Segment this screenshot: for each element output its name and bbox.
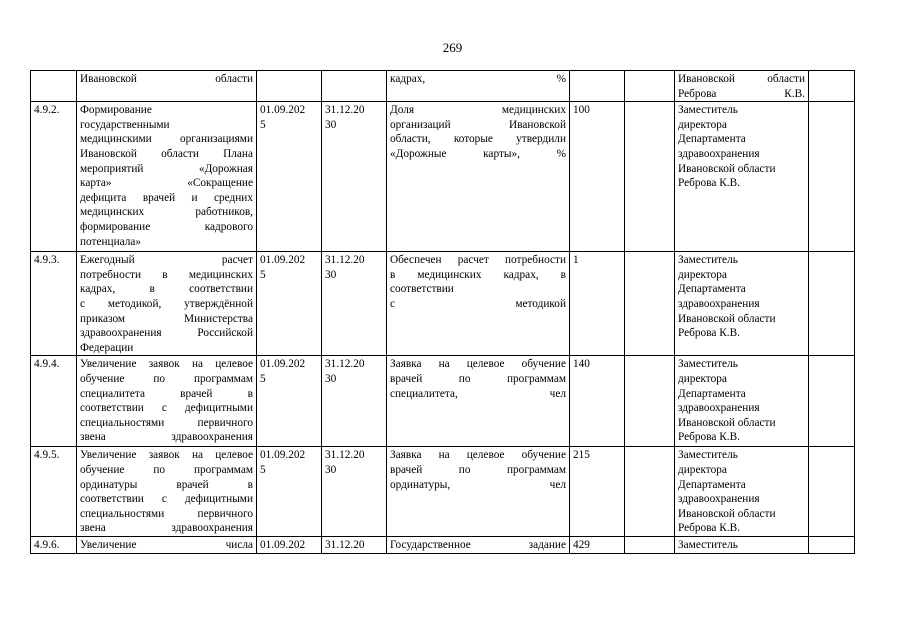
cell-activity: Формирование государственными медицинскими организациями Ивановской области Плана мероприятий «Дорожная карта» «Сокращение дефицита врачей и средних медицинских работников, формирование кадрового потенциала» bbox=[77, 102, 257, 252]
plan-table bbox=[30, 70, 855, 554]
cell-end-date: 31.12.20 bbox=[322, 537, 387, 554]
cell-start-date bbox=[257, 71, 322, 102]
cell-empty-last bbox=[809, 537, 855, 554]
cell-empty-last bbox=[809, 356, 855, 447]
cell-end-date: 31.12.20 30 bbox=[322, 356, 387, 447]
cell-empty bbox=[625, 71, 675, 102]
table-row bbox=[31, 252, 855, 356]
table-row bbox=[31, 71, 855, 102]
cell-value: 215 bbox=[570, 447, 625, 537]
cell-responsible: Заместитель директора Департамента здравоохранения Ивановской области Реброва К.В. bbox=[675, 102, 809, 252]
cell-value: 429 bbox=[570, 537, 625, 554]
cell-empty-last bbox=[809, 102, 855, 252]
cell-indicator: Государственное задание bbox=[387, 537, 570, 554]
cell-end-date bbox=[322, 71, 387, 102]
page-number: 269 bbox=[442, 40, 463, 55]
cell-empty bbox=[625, 102, 675, 252]
cell-start-date: 01.09.202 5 bbox=[257, 356, 322, 447]
table-row bbox=[31, 102, 855, 252]
cell-empty bbox=[625, 447, 675, 537]
cell-indicator: Заявка на целевое обучение врачей по программам специалитета, чел bbox=[387, 356, 570, 447]
cell-activity: Ивановской области bbox=[77, 71, 257, 102]
cell-responsible: Ивановской области Реброва К.В. bbox=[675, 71, 809, 102]
cell-responsible: Заместитель директора Департамента здравоохранения Ивановской области Реброва К.В. bbox=[675, 252, 809, 356]
cell-end-date: 31.12.20 30 bbox=[322, 252, 387, 356]
cell-end-date: 31.12.20 30 bbox=[322, 102, 387, 252]
cell-end-date: 31.12.20 30 bbox=[322, 447, 387, 537]
cell-number: 4.9.6. bbox=[31, 537, 77, 554]
cell-value: 100 bbox=[570, 102, 625, 252]
table-row bbox=[31, 537, 855, 554]
cell-responsible: Заместитель директора Департамента здравоохранения Ивановской области Реброва К.В. bbox=[675, 447, 809, 537]
cell-number: 4.9.2. bbox=[31, 102, 77, 252]
cell-activity: Увеличение заявок на целевое обучение по программам ординатуры врачей в соответствии с дефицитными специальностями первичного звена здравоохранения bbox=[77, 447, 257, 537]
cell-number: 4.9.5. bbox=[31, 447, 77, 537]
cell-indicator: Обеспечен расчет потребности в медицинских кадрах, в соответствии с методикой bbox=[387, 252, 570, 356]
cell-indicator: кадрах, % bbox=[387, 71, 570, 102]
cell-start-date: 01.09.202 bbox=[257, 537, 322, 554]
cell-number: 4.9.3. bbox=[31, 252, 77, 356]
cell-empty bbox=[625, 537, 675, 554]
cell-empty bbox=[625, 356, 675, 447]
cell-number bbox=[31, 71, 77, 102]
cell-value: 1 bbox=[570, 252, 625, 356]
cell-indicator: Заявка на целевое обучение врачей по программам ординатуры, чел bbox=[387, 447, 570, 537]
cell-activity: Увеличение заявок на целевое обучение по программам специалитета врачей в соответствии с дефицитными специальностями первичного звена здравоохранения bbox=[77, 356, 257, 447]
cell-indicator: Доля медицинских организаций Ивановской области, которые утвердили «Дорожные карты», % bbox=[387, 102, 570, 252]
table-row bbox=[31, 447, 855, 537]
cell-empty bbox=[625, 252, 675, 356]
cell-empty-last bbox=[809, 252, 855, 356]
cell-activity: Увеличение числа bbox=[77, 537, 257, 554]
cell-start-date: 01.09.202 5 bbox=[257, 252, 322, 356]
cell-value: 140 bbox=[570, 356, 625, 447]
cell-responsible: Заместитель bbox=[675, 537, 809, 554]
cell-start-date: 01.09.202 5 bbox=[257, 447, 322, 537]
cell-start-date: 01.09.202 5 bbox=[257, 102, 322, 252]
cell-activity: Ежегодный расчет потребности в медицинских кадрах, в соответствии с методикой, утверждённой приказом Министерства здравоохранения Российской Федерации bbox=[77, 252, 257, 356]
cell-empty-last bbox=[809, 447, 855, 537]
cell-value bbox=[570, 71, 625, 102]
table-row bbox=[31, 356, 855, 447]
cell-empty-last bbox=[809, 71, 855, 102]
cell-number: 4.9.4. bbox=[31, 356, 77, 447]
cell-responsible: Заместитель директора Департамента здравоохранения Ивановской области Реброва К.В. bbox=[675, 356, 809, 447]
